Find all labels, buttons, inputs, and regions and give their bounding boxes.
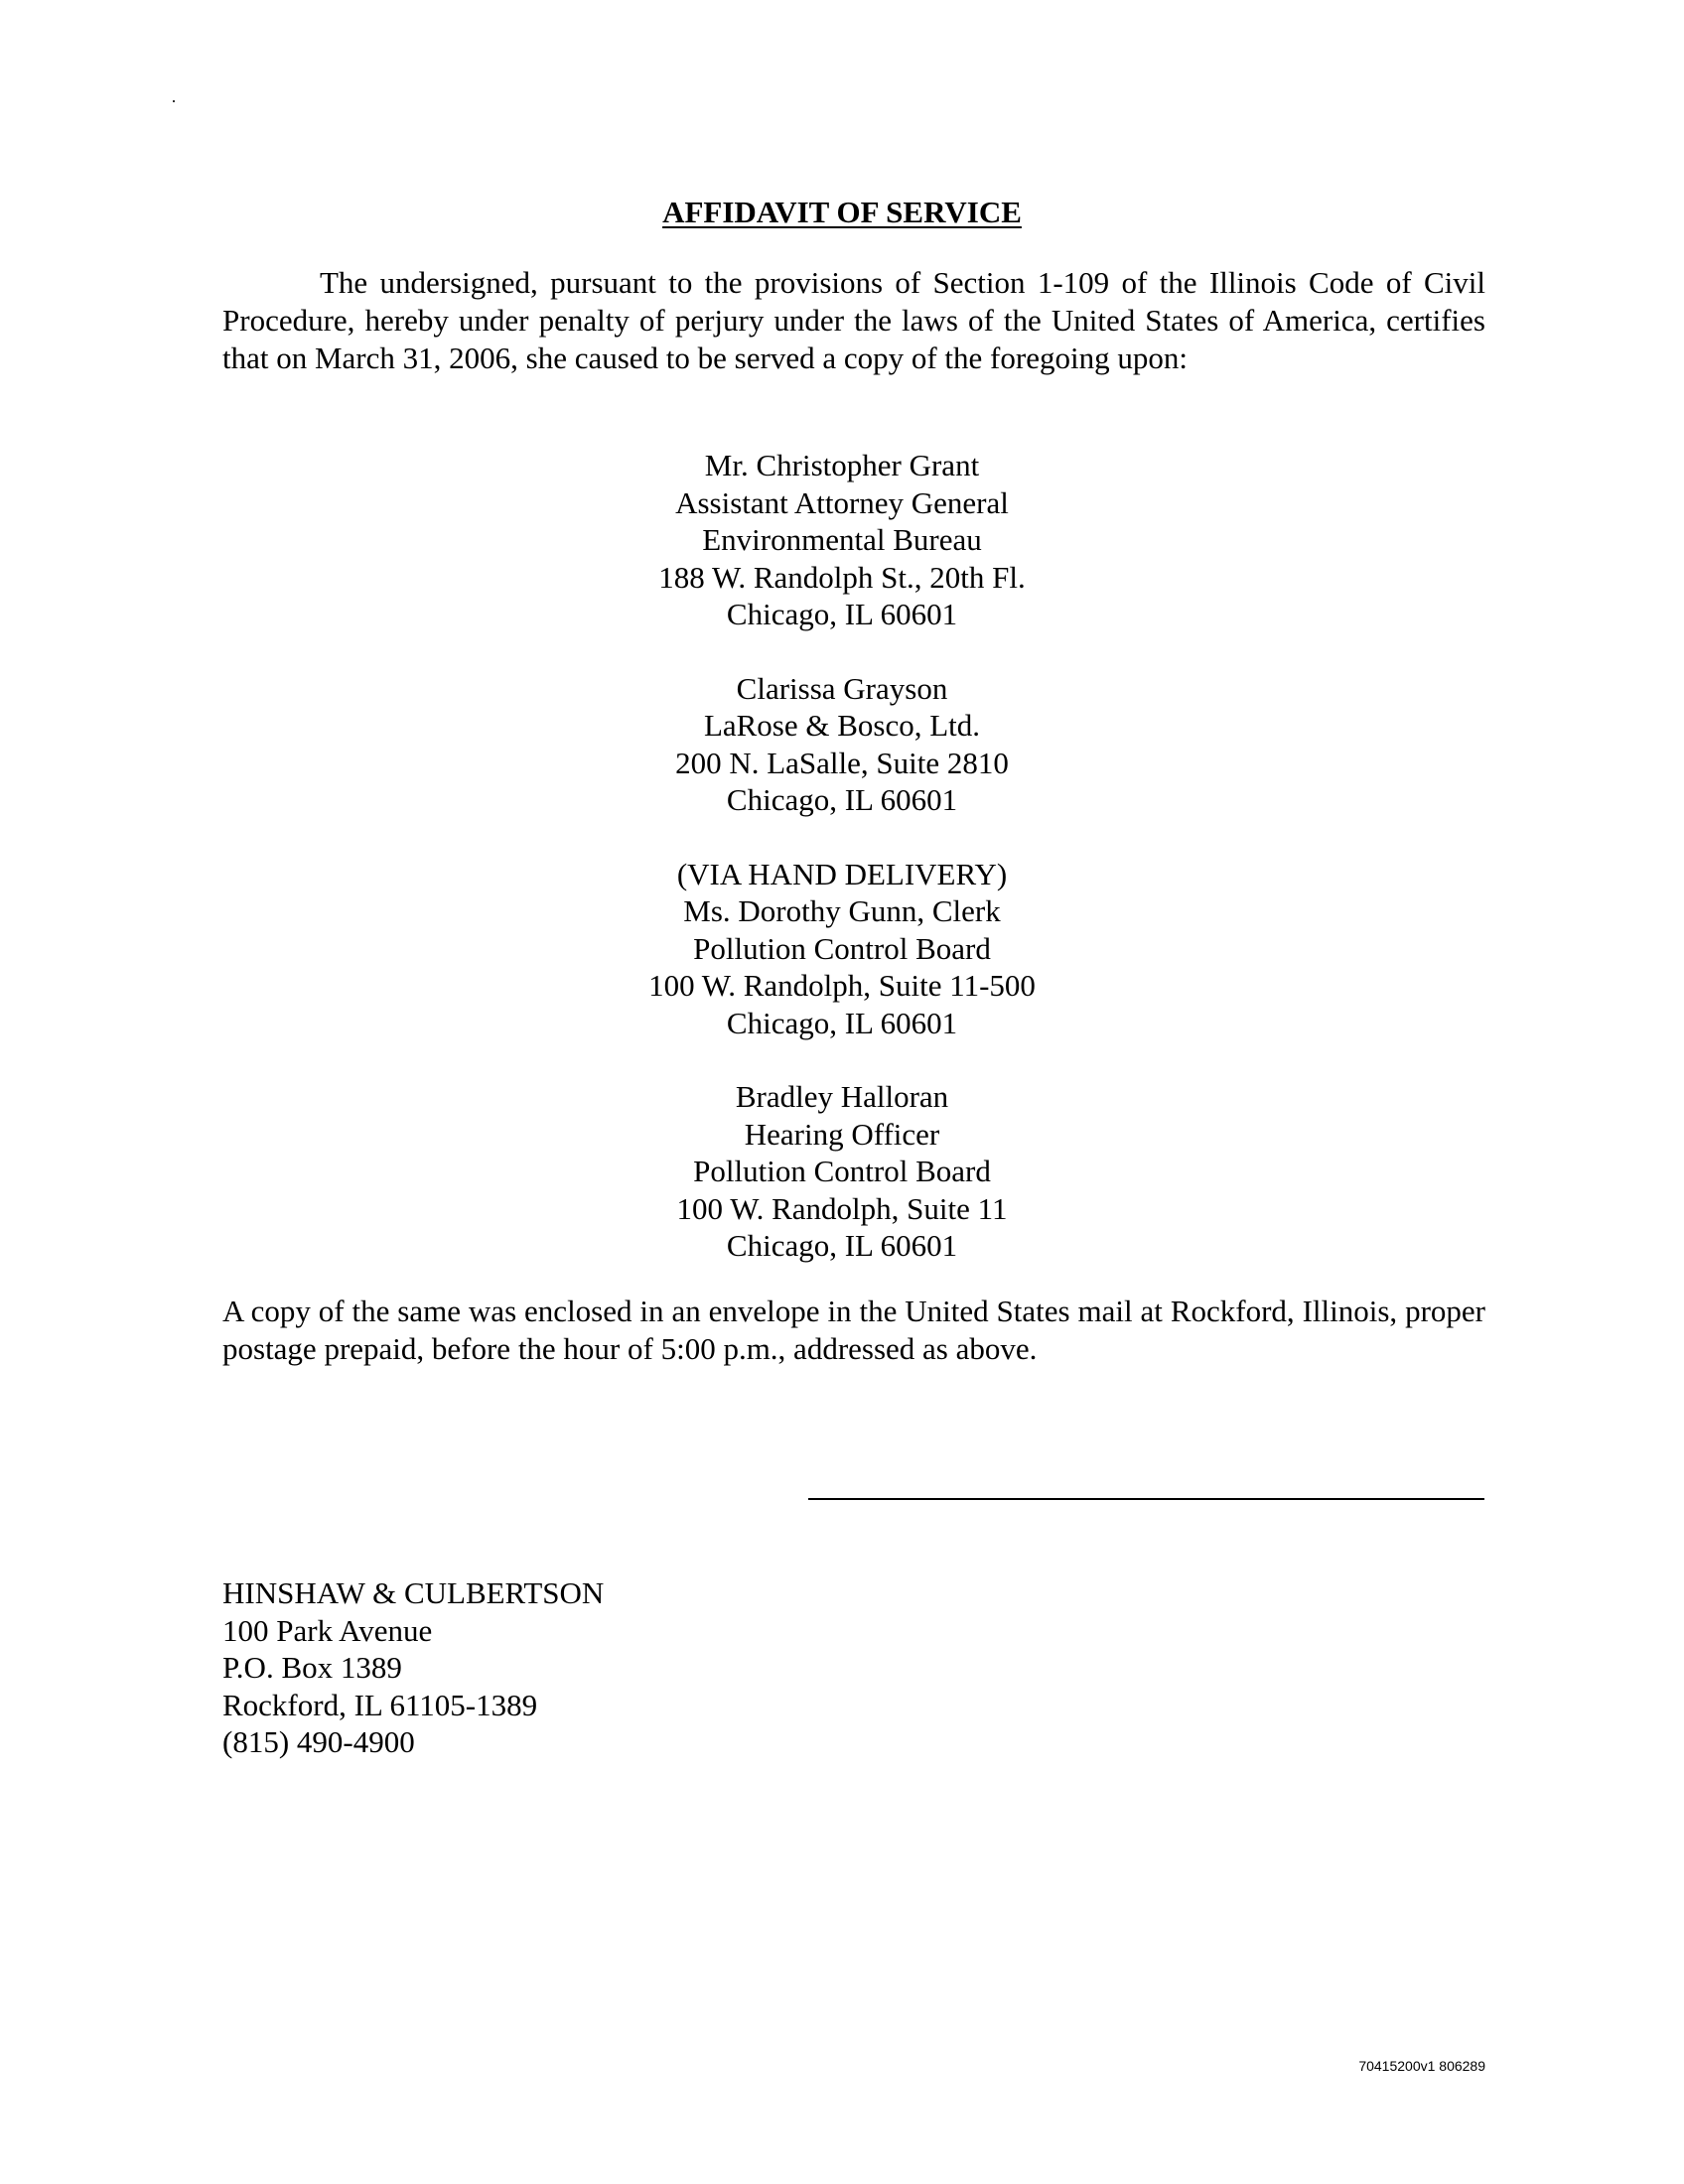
firm-name: HINSHAW & CULBERTSON <box>222 1575 605 1610</box>
recipient-line: Bradley Halloran <box>735 1079 949 1114</box>
recipient-block <box>0 1078 1684 1265</box>
firm-street: 100 Park Avenue <box>222 1612 433 1648</box>
recipient-line: Chicago, IL 60601 <box>726 1005 958 1040</box>
recipient-line: 100 W. Randolph, Suite 11 <box>676 1190 1008 1226</box>
intro-paragraph: The undersigned, pursuant to the provisions of Section 1-109 of the Illinois Code of Civil Procedure, hereby under penalty of perjury under the laws of the United States of America, certifies that on March 31, 2006, she caused to be served a copy of the foregoing upon: <box>222 265 1485 375</box>
recipient-line: 100 W. Randolph, Suite 11-500 <box>648 968 1036 1003</box>
signature-line <box>808 1498 1484 1500</box>
recipient-line: (VIA HAND DELIVERY) <box>676 856 1008 891</box>
recipient-line: Pollution Control Board <box>693 1154 991 1188</box>
recipient-line: LaRose & Bosco, Ltd. <box>703 708 981 743</box>
closing-paragraph: A copy of the same was enclosed in an envelope in the United States mail at Rockford, Illinois, proper postage prepaid, before the hour of 5:00 p.m., addressed as above. <box>222 1294 1485 1366</box>
recipient-block <box>0 670 1684 819</box>
scan-speck <box>173 100 175 102</box>
document-title: AFFIDAVIT OF SERVICE <box>662 195 1022 229</box>
recipient-line: Assistant Attorney General <box>675 484 1009 520</box>
recipient-line: Ms. Dorothy Gunn, Clerk <box>683 893 1001 928</box>
firm-phone: (815) 490-4900 <box>222 1724 415 1759</box>
document-id: 70415200v1 806289 <box>1358 2058 1485 2074</box>
recipient-line: 188 W. Randolph St., 20th Fl. <box>658 559 1026 595</box>
recipient-block <box>0 856 1684 1042</box>
recipient-line: Mr. Christopher Grant <box>704 448 980 482</box>
firm-city: Rockford, IL 61105-1389 <box>222 1687 538 1722</box>
recipient-line: Chicago, IL 60601 <box>726 1228 958 1263</box>
recipient-line: Chicago, IL 60601 <box>726 782 958 817</box>
recipient-line: Hearing Officer <box>744 1116 940 1152</box>
recipient-block <box>0 447 1684 633</box>
recipient-line: Chicago, IL 60601 <box>726 597 958 631</box>
firm-po-box: P.O. Box 1389 <box>222 1650 402 1685</box>
recipient-list <box>0 447 1684 1301</box>
recipient-line: 200 N. LaSalle, Suite 2810 <box>675 745 1009 780</box>
recipient-line: Pollution Control Board <box>693 930 991 966</box>
firm-address-block <box>222 1574 917 1761</box>
recipient-line: Environmental Bureau <box>702 522 982 557</box>
recipient-line: Clarissa Grayson <box>736 670 948 706</box>
